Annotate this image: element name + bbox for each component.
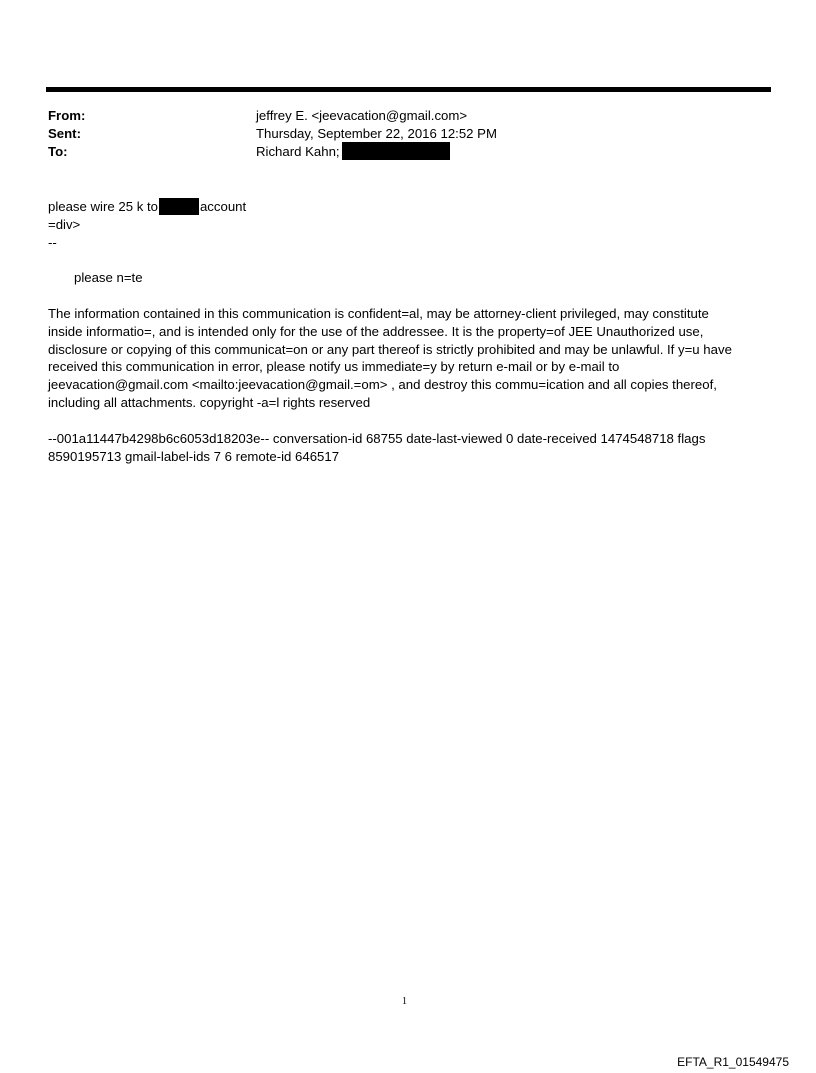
from-value: jeffrey E. <jeevacation@gmail.com>: [256, 108, 468, 123]
div-line: =div>: [48, 217, 81, 233]
to-row: [48, 143, 768, 161]
sent-label: Sent:: [48, 126, 81, 141]
email-body: [48, 198, 768, 251]
note-line: please n=te: [74, 270, 143, 285]
wire-suffix: account: [199, 199, 247, 214]
disclaimer-line: The information contained in this communication is confident=al, may be attorney-client privileged, may constitute: [48, 306, 709, 321]
from-row: [48, 107, 768, 125]
disclaimer-line: disclosure or copying of this communicat=on or any part thereof is strictly prohibited and may be unlawful. If y=u have: [48, 341, 732, 357]
wire-prefix: please wire 25 k to: [48, 199, 158, 214]
wire-line: [48, 198, 768, 216]
message-metadata: [48, 430, 770, 466]
redaction-box: [342, 142, 450, 160]
disclaimer-line: including all attachments. copyright -a=l rights reserved: [48, 394, 371, 410]
disclaimer-line: received this communication in error, please notify us immediate=y by return e-mail or by e-mail to: [48, 359, 620, 375]
disclaimer-line: inside informatio=, and is intended only for the use of the addressee. It is the property=of JEE Unauthorized use,: [48, 323, 704, 339]
header-rule: [46, 87, 771, 92]
dash-line: --: [48, 234, 57, 250]
disclaimer-line: jeevacation@gmail.com <mailto:jeevacation@gmail.=om> , and destroy this commu=ication and all copies thereof,: [48, 377, 717, 393]
to-label: To:: [48, 144, 68, 159]
to-value-wrap: [256, 143, 450, 162]
email-header: [48, 107, 768, 161]
sent-row: [48, 125, 768, 143]
bates-number: EFTA_R1_01549475: [677, 1055, 789, 1069]
metadata-line: 8590195713 gmail-label-ids 7 6 remote-id 646517: [48, 448, 340, 464]
to-value: Richard Kahn;: [256, 144, 340, 159]
confidentiality-disclaimer: [48, 305, 770, 412]
sent-value: Thursday, September 22, 2016 12:52 PM: [256, 126, 497, 141]
page-number: 1: [402, 996, 407, 1007]
redaction-box: [159, 198, 199, 215]
metadata-line: --001a11447b4298b6c6053d18203e-- conversation-id 68755 date-last-viewed 0 date-received 1474548718 flags: [48, 431, 706, 446]
from-label: From:: [48, 108, 86, 123]
